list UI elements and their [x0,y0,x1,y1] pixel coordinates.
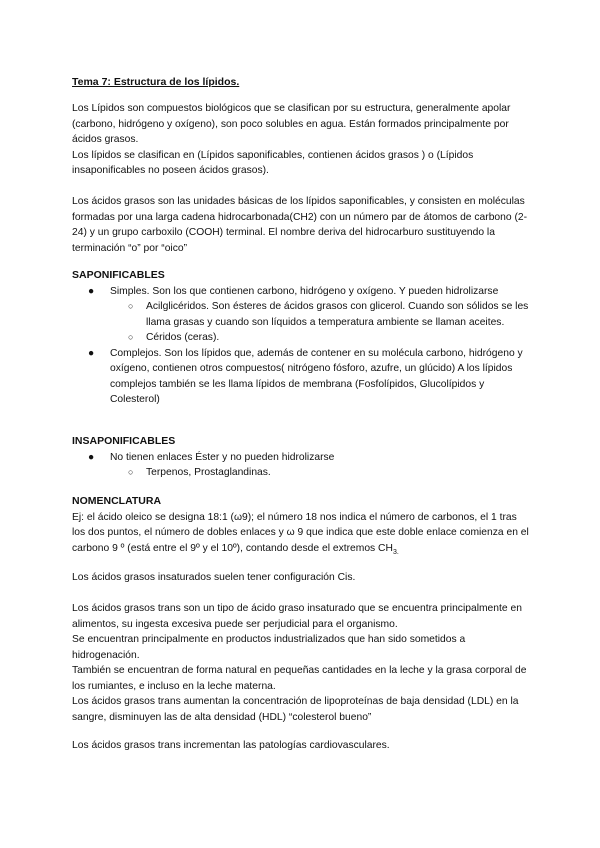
subscript-text: 3. [392,548,399,556]
nomenclatura-section [72,494,532,560]
intro-paragraph: Los lípidos se clasifican en (Lípidos saponificables, contienen ácidos grasos ) o (Lípidos insaponificables no poseen ácidos grasos). [72,149,474,176]
insaponificables-list [72,450,532,481]
saponificables-section [72,268,532,408]
intro-paragraph: Los Lípidos son compuestos biológicos que se clasifican por su estructura, generalmente apolar (carbono, hidrógeno y oxígeno), son poco solubles en agua. Están formados principalmente por ácidos grasos. [72,103,511,145]
list-item [128,299,532,330]
list-item [128,330,532,346]
list-item [88,450,532,466]
nomenclatura-text: Ej: el ácido oleico se designa 18:1 (ω9); el número 18 nos indica el número de carbonos, el 1 tras los dos puntos, el número de dobles enlaces y ω 9 que indica que este doble enlace comienza en el carbono 9 º (está entre el 9º y el 10º), contando desde el extremos CH [72,511,529,554]
list-item-text: Terpenos, Prostaglandinas. [146,467,271,478]
list-item [88,346,532,408]
nomenclatura-heading: NOMENCLATURA [72,495,162,507]
list-item [88,284,532,300]
list-item-text: Simples. Son los que contienen carbono, hidrógeno y oxígeno. Y pueden hidrolizarse [110,285,499,297]
nomenclatura-paragraph [72,510,532,561]
saponificables-heading: SAPONIFICABLES [72,269,165,281]
hollow-bullet-icon: ○ [128,467,134,477]
page-title: Tema 7: Estructura de los lípidos. [72,76,240,88]
list-item [128,465,532,481]
insaponificables-section [72,434,532,481]
list-item-text: No tienen enlaces Éster y no pueden hidrolizarse [110,451,335,463]
saponificables-list [72,284,532,408]
bullet-icon: ● [88,285,95,297]
trans-section [72,601,532,725]
list-item-text: Acilglicéridos. Son ésteres de ácidos grasos con glicerol. Cuando son sólidos se les llama grasas y cuando son líquidos a temperatura ambiente se llaman aceites. [146,301,529,328]
bullet-icon: ● [88,451,95,463]
trans-paragraph: Los ácidos grasos trans aumentan la concentración de lipoproteínas de baja densidad (LDL) en la sangre, disminuyen las de alta densidad (HDL) “colesterol bueno” [72,696,519,723]
intro-section [72,101,532,179]
fatty-acids-paragraph: Los ácidos grasos son las unidades básicas de los lípidos saponificables, y consisten en moléculas formadas por una larga cadena hidrocarbonada(CH2) con un número par de átomos de carbono (2-24) y un grupo carboxilo (COOH) terminal. El nombre deriva del hidrocarburo sustituyendo la terminación “o” por “oico” [72,196,528,254]
cis-paragraph: Los ácidos grasos insaturados suelen tener configuración Cis. [72,572,356,583]
trans-paragraph: También se encuentran de forma natural en pequeñas cantidades en la leche y la grasa corporal de los rumiantes, e incluso en la leche materna. [72,665,527,692]
trans-paragraph: Los ácidos grasos trans son un tipo de ácido graso insaturado que se encuentra principalmente en alimentos, su ingesta excesiva puede ser perjudicial para el organismo. [72,603,522,630]
hollow-bullet-icon: ○ [128,301,134,311]
insaponificables-heading: INSAPONIFICABLES [72,435,176,447]
bullet-icon: ● [88,347,95,359]
list-item-text: Complejos. Son los lípidos que, además de contener en su molécula carbono, hidrógeno y oxígeno, contienen otros compuestos( nitrógeno fósforo, azufre, un glúcido) A los lípidos complejos también se les llama lípidos de membrana (Fosfolípidos, Glucolípidos y Colesterol) [110,347,523,405]
final-paragraph: Los ácidos grasos trans incrementan las patologías cardiovasculares. [72,740,390,751]
hollow-bullet-icon: ○ [128,332,134,342]
list-item-text: Céridos (ceras). [146,332,220,343]
trans-paragraph: Se encuentran principalmente en productos industrializados que han sido sometidos a hidrogenación. [72,634,466,661]
